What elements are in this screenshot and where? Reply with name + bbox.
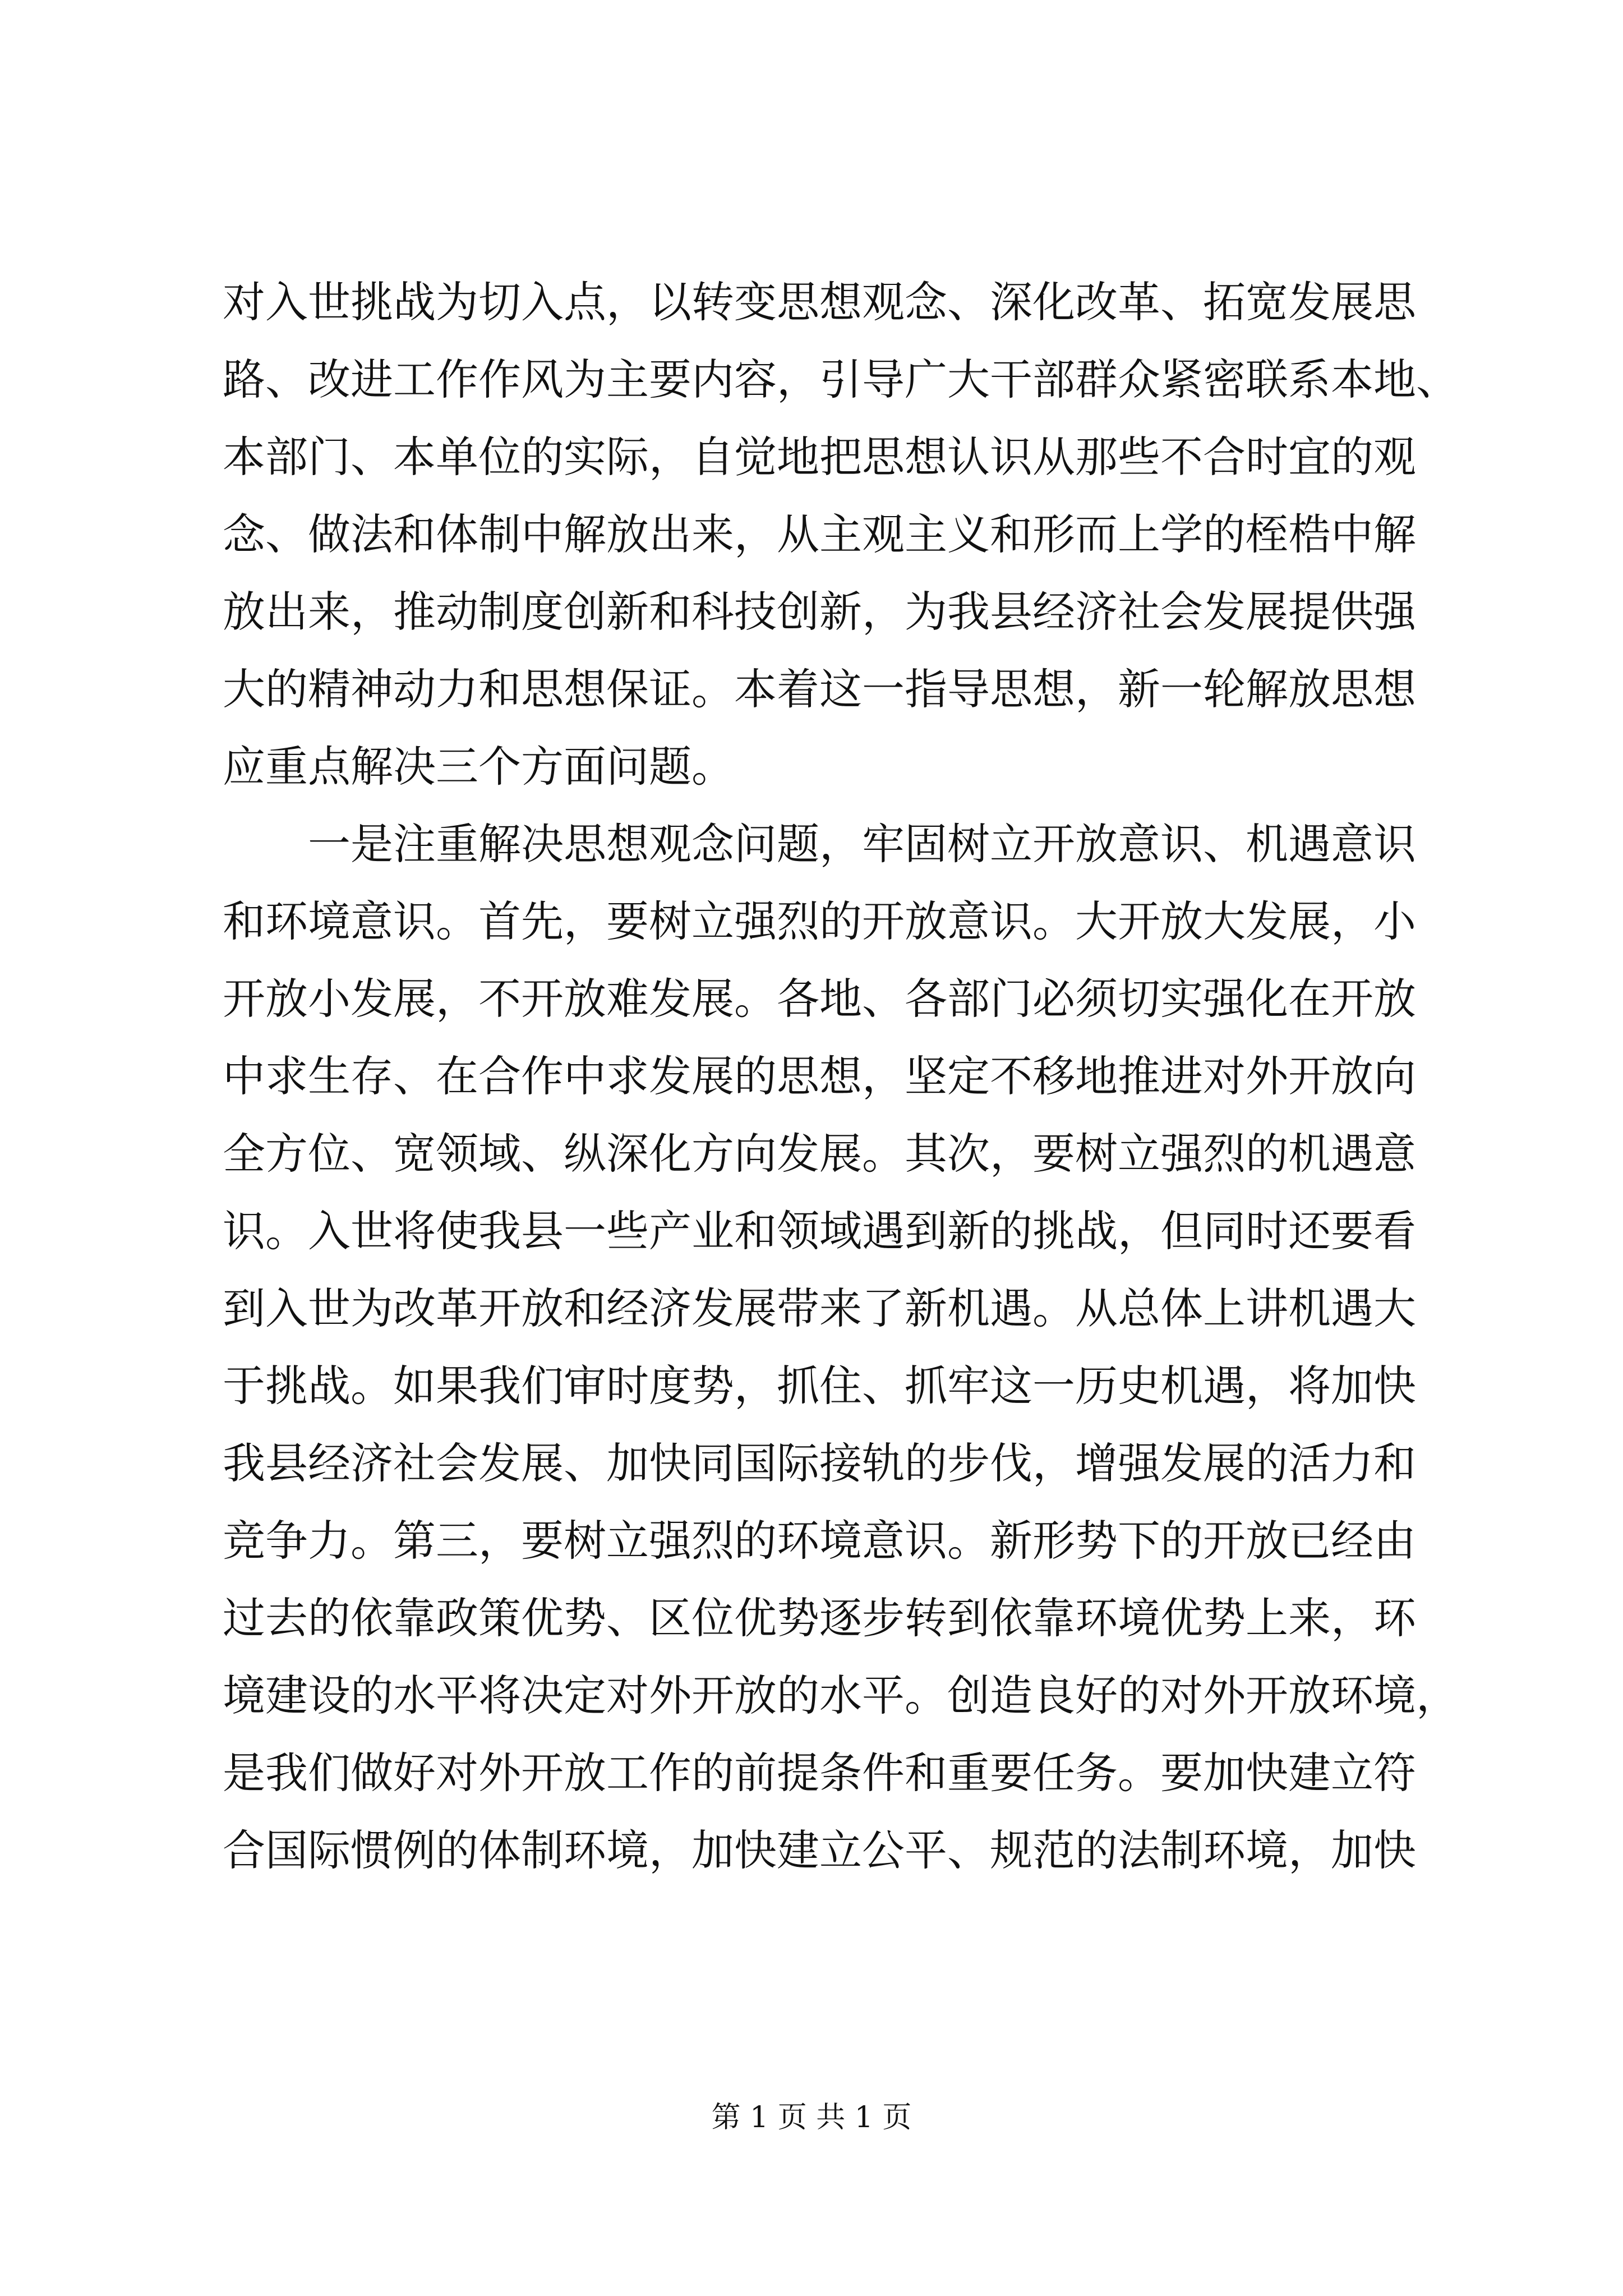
text-line: 念、做法和体制中解放出来，从主观主义和形而上学的桎梏中解	[223, 509, 1416, 559]
text-line: 全方位、宽领域、纵深化方向发展。其次，要树立强烈的机遇意	[223, 1129, 1416, 1179]
text-line: 竞争力。第三，要树立强烈的环境意识。新形势下的开放已经由	[223, 1516, 1416, 1566]
page-number: 第 1 页 共 1 页	[711, 2101, 912, 2134]
text-line: 和环境意识。首先，要树立强烈的开放意识。大开放大发展，小	[223, 896, 1416, 946]
text-line: 对入世挑战为切入点，以转变思想观念、深化改革、拓宽发展思	[223, 277, 1416, 327]
text-line: 境建设的水平将决定对外开放的水平。创造良好的对外开放环境，	[223, 1671, 1459, 1720]
document-body	[223, 264, 1459, 1889]
paragraph-1	[223, 264, 1459, 806]
paragraph-2	[223, 806, 1459, 1889]
text-line: 到入世为改革开放和经济发展带来了新机遇。从总体上讲机遇大	[223, 1283, 1416, 1333]
text-line: 本部门、本单位的实际，自觉地把思想认识从那些不合时宜的观	[223, 432, 1416, 482]
text-line: 一是注重解决思想观念问题，牢固树立开放意识、机遇意识	[223, 819, 1416, 869]
text-line: 我县经济社会发展、加快同国际接轨的步伐，增强发展的活力和	[223, 1438, 1416, 1488]
text-line: 路、改进工作作风为主要内容，引导广大干部群众紧密联系本地、	[223, 355, 1459, 404]
text-line: 识。入世将使我县一些产业和领域遇到新的挑战，但同时还要看	[223, 1206, 1416, 1256]
text-line: 合国际惯例的体制环境，加快建立公平、规范的法制环境，加快	[223, 1825, 1416, 1875]
text-line: 大的精神动力和思想保证。本着这一指导思想，新一轮解放思想	[223, 664, 1416, 714]
page-footer	[0, 2098, 1623, 2137]
text-line: 放出来，推动制度创新和科技创新，为我县经济社会发展提供强	[223, 587, 1416, 637]
text-line: 开放小发展，不开放难发展。各地、各部门必须切实强化在开放	[223, 974, 1416, 1024]
text-line: 应重点解决三个方面问题。	[223, 742, 734, 792]
text-line: 是我们做好对外开放工作的前提条件和重要任务。要加快建立符	[223, 1748, 1416, 1798]
text-line: 中求生存、在合作中求发展的思想，坚定不移地推进对外开放向	[223, 1051, 1416, 1101]
text-line: 于挑战。如果我们审时度势，抓住、抓牢这一历史机遇，将加快	[223, 1361, 1416, 1411]
text-line: 过去的依靠政策优势、区位优势逐步转到依靠环境优势上来，环	[223, 1593, 1416, 1643]
